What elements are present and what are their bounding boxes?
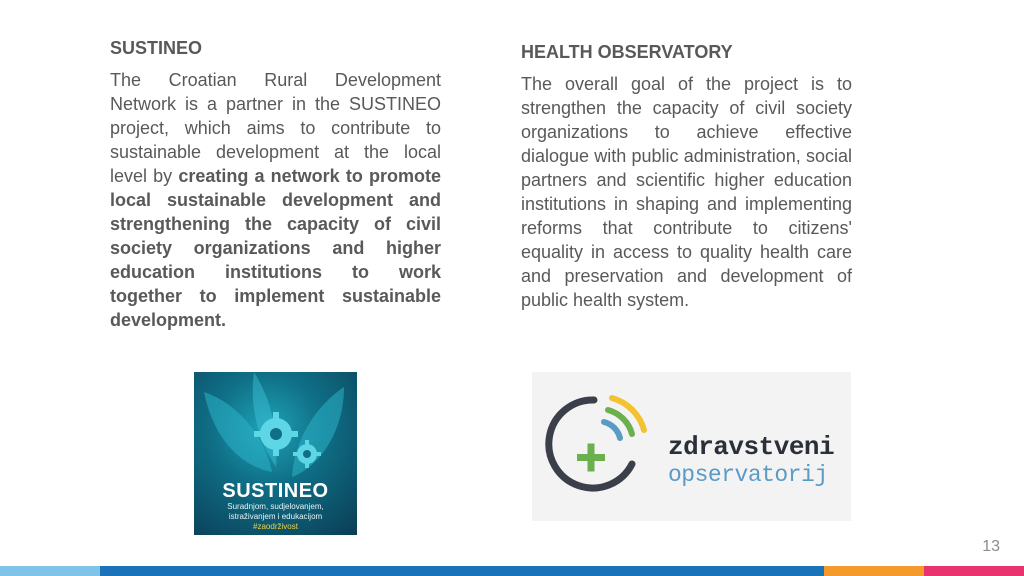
footer-bar-orange [824,566,924,576]
footer-bar-blue [100,566,824,576]
logo-word-zdravstveni: zdravstveni [668,432,835,462]
health-observatory-column [521,40,852,312]
sustineo-image-line2: istraživanjem i edukacijom [228,512,323,521]
sustineo-description-bold: creating a network to promote local sustainable development and strengthening the capacity of civil society organizations and higher education institutions to work together to implement sustainable development. [110,166,441,330]
sustineo-image-line1: Suradnjom, sudjelovanjem, [227,502,324,511]
sustineo-description [110,68,441,332]
sustineo-image-hashtag: #zaodrživost [253,522,298,531]
footer-bar-light-blue [0,566,100,576]
zdravstveni-opservatorij-logo [532,372,851,521]
health-observatory-description: The overall goal of the project is to strengthen the capacity of civil society organizations to achieve effective dialogue with public administration, social partners and scientific higher education institutions in shaping and implementing reforms that contribute to citizens' equality in access to quality health care and preservation and development of public health system. [521,74,852,310]
logo-word-opservatorij: opservatorij [668,462,828,488]
sustineo-description-plain: The Croatian Rural Development Network is a partner in the SUSTINEO project, which aims to contribute to sustainable development at the local level by [110,70,441,186]
page-number: 13 [982,538,1000,555]
health-observatory-heading: HEALTH OBSERVATORY [521,42,733,62]
sustineo-image-title: SUSTINEO [222,480,329,502]
sustineo-column [110,36,441,332]
sustineo-heading: SUSTINEO [110,38,203,58]
sustineo-image-tagline [194,502,357,532]
sustineo-image [194,372,357,535]
footer-bar-pink [924,566,1024,576]
health-plus-signal-icon [532,372,662,521]
